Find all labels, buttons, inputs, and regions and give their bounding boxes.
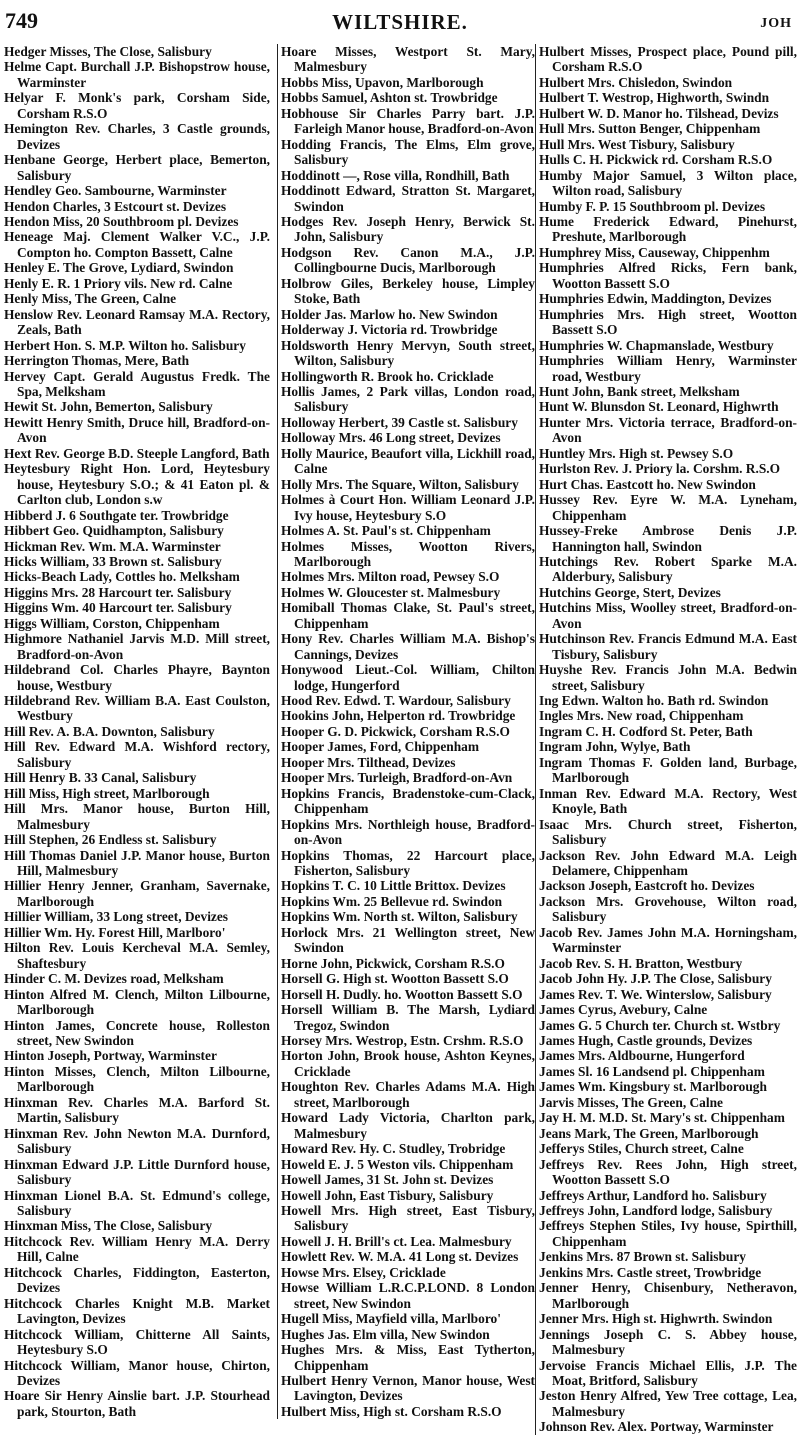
directory-entry: Hood Rev. Edwd. T. Wardour, Salisbury bbox=[281, 693, 511, 709]
directory-entry: Higgins Wm. 40 Harcourt ter. Salisbury bbox=[4, 600, 232, 616]
directory-entry: Holloway Mrs. 46 Long street, Devizes bbox=[281, 430, 501, 446]
directory-entry: Holbrow Giles, Berkeley house, Limpley Stoke, Bath bbox=[281, 275, 535, 307]
directory-entry: Helyar F. Monk's park, Corsham Side, Corsham R.S.O bbox=[4, 90, 270, 121]
directory-entry: Hickman Rev. Wm. M.A. Warminster bbox=[4, 538, 221, 554]
directory-entry: Houghton Rev. Charles Adams M.A. High street, Marlborough bbox=[281, 1079, 535, 1110]
directory-entry: Hodding Francis, The Elms, Elm grove, Salisbury bbox=[281, 136, 535, 168]
directory-entry: Horne John, Pickwick, Corsham R.S.O bbox=[281, 955, 505, 971]
directory-entry: Holloway Herbert, 39 Castle st. Salisbury bbox=[281, 414, 518, 430]
directory-entry: Hinton Alfred M. Clench, Milton Lilbourne, Marlborough bbox=[4, 986, 270, 1018]
directory-entry: Hildebrand Rev. William B.A. East Coulston, Westbury bbox=[4, 693, 270, 724]
directory-entry: Howeld E. J. 5 Weston vils. Chippenham bbox=[281, 1156, 514, 1172]
directory-entry: Howse Mrs. Elsey, Cricklade bbox=[281, 1264, 446, 1280]
directory-entry: Hooper Mrs. Turleigh, Bradford-on-Avn bbox=[281, 770, 513, 786]
directory-entry: Ingram Thomas F. Golden land, Burbage, Marlborough bbox=[539, 754, 797, 786]
directory-entry: Humphries William Henry, Warminster road, Westbury bbox=[539, 353, 797, 384]
page-number: 749 bbox=[5, 8, 38, 33]
directory-entry: Jacob Rev. James John M.A. Horningsham, Warminster bbox=[539, 924, 797, 956]
directory-entry: Hoddinott Edward, Stratton St. Margaret, Swindon bbox=[281, 183, 535, 214]
directory-entry: Jeffreys Arthur, Landford ho. Salisbury bbox=[539, 1187, 767, 1203]
directory-entry: Hext Rev. George B.D. Steeple Langford, Bath bbox=[4, 445, 270, 461]
directory-entry: Hobhouse Sir Charles Parry bart. J.P. Farleigh Manor house, Bradford-on-Avon bbox=[281, 105, 535, 137]
directory-entry: Hopkins Wm. 25 Bellevue rd. Swindon bbox=[281, 893, 503, 909]
directory-entry: Hendon Miss, 20 Southbroom pl. Devizes bbox=[4, 213, 239, 229]
directory-entry: Jeffreys John, Landford lodge, Salisbury bbox=[539, 1202, 773, 1218]
directory-entry: Hooper G. D. Pickwick, Corsham R.S.O bbox=[281, 723, 510, 739]
directory-entry: Hodges Rev. Joseph Henry, Berwick St. John, Salisbury bbox=[281, 213, 535, 245]
directory-entry: Howell Mrs. High street, East Tisbury, Salisbury bbox=[281, 1202, 535, 1234]
directory-entry: James Rev. T. We. Winterslow, Salisbury bbox=[539, 986, 772, 1002]
directory-entry: Jarvis Misses, The Green, Calne bbox=[539, 1094, 723, 1110]
directory-entry: James Mrs. Aldbourne, Hungerford bbox=[539, 1048, 745, 1064]
directory-entry: Hewit St. John, Bemerton, Salisbury bbox=[4, 399, 213, 415]
directory-entry: Hutchings Rev. Robert Sparke M.A. Alderbury, Salisbury bbox=[539, 553, 797, 585]
page-header bbox=[0, 6, 800, 36]
directory-entry: Hendley Geo. Sambourne, Warminster bbox=[4, 183, 227, 199]
directory-entry: Huyshe Rev. Francis John M.A. Bedwin street, Salisbury bbox=[539, 662, 797, 693]
directory-entry: Jay H. M. M.D. St. Mary's st. Chippenham bbox=[539, 1110, 785, 1126]
directory-entry: Hooper Mrs. Tilthead, Devizes bbox=[281, 754, 456, 770]
directory-entry: Humphrey Miss, Causeway, Chippenhm bbox=[539, 244, 770, 260]
directory-entry: Hulls C. H. Pickwick rd. Corsham R.S.O bbox=[539, 152, 773, 168]
directory-entry: Hopkins Thomas, 22 Harcourt place, Fisherton, Salisbury bbox=[281, 847, 535, 879]
directory-entry: Hill Mrs. Manor house, Burton Hill, Malmesbury bbox=[4, 801, 270, 832]
directory-entry: Hussey-Freke Ambrose Denis J.P. Hannington hall, Swindon bbox=[539, 523, 797, 554]
directory-entry: Howell John, East Tisbury, Salisbury bbox=[281, 1187, 494, 1203]
directory-entry: Hervey Capt. Gerald Augustus Fredk. The Spa, Melksham bbox=[4, 368, 270, 399]
directory-entry: Hunt John, Bank street, Melksham bbox=[539, 383, 740, 399]
directory-entry: Hill Rev. Edward M.A. Wishford rectory, Salisbury bbox=[4, 739, 270, 770]
directory-column-2 bbox=[277, 44, 535, 1419]
directory-entry: Horsell William B. The Marsh, Lydiard Tregoz, Swindon bbox=[281, 1002, 535, 1033]
directory-entry: Holly Mrs. The Square, Wilton, Salisbury bbox=[281, 476, 519, 492]
directory-entry: Helme Capt. Burchall J.P. Bishopstrow house, Warminster bbox=[4, 59, 270, 90]
directory-entry: Humby F. P. 15 Southbroom pl. Devizes bbox=[539, 198, 766, 214]
directory-entry: Hurlston Rev. J. Priory la. Corshm. R.S.O bbox=[539, 461, 781, 477]
directory-entry: Jackson Rev. John Edward M.A. Leigh Delamere, Chippenham bbox=[539, 847, 797, 879]
directory-entry: Hull Mrs. West Tisbury, Salisbury bbox=[539, 136, 735, 152]
directory-entry: Hutchinson Rev. Francis Edmund M.A. East Tisbury, Salisbury bbox=[539, 631, 797, 662]
directory-entry: Howard Rev. Hy. C. Studley, Trobridge bbox=[281, 1141, 506, 1157]
directory-entry: Howell James, 31 St. John st. Devizes bbox=[281, 1172, 494, 1188]
directory-entry: Hinton Joseph, Portway, Warminster bbox=[4, 1048, 217, 1064]
directory-entry: Heytesbury Right Hon. Lord, Heytesbury house, Heytesbury S.O.; & 41 Eaton pl. & Carlton club, London s.w bbox=[4, 461, 270, 508]
directory-entry: Hulbert Henry Vernon, Manor house, West Lavington, Devizes bbox=[281, 1372, 535, 1404]
directory-entry: Hinxman Rev. John Newton M.A. Durnford, Salisbury bbox=[4, 1125, 270, 1157]
directory-entry: Jenner Henry, Chisenbury, Netheravon, Marlborough bbox=[539, 1280, 797, 1311]
directory-entry: James Wm. Kingsbury st. Marlborough bbox=[539, 1079, 767, 1095]
directory-entry: Horlock Mrs. 21 Wellington street, New Swindon bbox=[281, 924, 535, 956]
directory-entry: Henly Miss, The Green, Calne bbox=[4, 291, 177, 307]
directory-entry: Isaac Mrs. Church street, Fisherton, Salisbury bbox=[539, 816, 797, 848]
directory-entry: Hilton Rev. Louis Kercheval M.A. Semley, Shaftesbury bbox=[4, 940, 270, 971]
directory-entry: Henly E. R. 1 Priory vils. New rd. Calne bbox=[4, 275, 233, 291]
directory-entry: Humphries Edwin, Maddington, Devizes bbox=[539, 291, 772, 307]
directory-entry: Jeans Mark, The Green, Marlborough bbox=[539, 1125, 759, 1141]
directory-entry: Ingles Mrs. New road, Chippenham bbox=[539, 708, 744, 724]
directory-entry: Inman Rev. Edward M.A. Rectory, West Knoyle, Bath bbox=[539, 785, 797, 817]
directory-entry: Hull Mrs. Sutton Benger, Chippenham bbox=[539, 121, 761, 137]
directory-entry: Holdsworth Henry Mervyn, South street, Wilton, Salisbury bbox=[281, 337, 535, 369]
directory-entry: James Hugh, Castle grounds, Devizes bbox=[539, 1033, 753, 1048]
directory-entry: Hulbert Misses, Prospect place, Pound pill, Corsham R.S.O bbox=[539, 44, 797, 75]
directory-entry: Higgins Mrs. 28 Harcourt ter. Salisbury bbox=[4, 584, 232, 600]
directory-entry: Hitchcock Rev. William Henry M.A. Derry Hill, Calne bbox=[4, 1233, 270, 1265]
directory-entry: Hill Henry B. 33 Canal, Salisbury bbox=[4, 770, 197, 786]
directory-entry: Hill Stephen, 26 Endless st. Salisbury bbox=[4, 832, 217, 848]
directory-entry: Hutchins George, Stert, Devizes bbox=[539, 584, 721, 600]
directory-entry: Jenkins Mrs. Castle street, Trowbridge bbox=[539, 1264, 762, 1280]
directory-entry: Howlett Rev. W. M.A. 41 Long st. Devizes bbox=[281, 1249, 519, 1265]
directory-entry: Howard Lady Victoria, Charlton park, Malmesbury bbox=[281, 1110, 535, 1141]
directory-entry: Ing Edwn. Walton ho. Bath rd. Swindon bbox=[539, 693, 769, 709]
directory-entry: James G. 5 Church ter. Church st. Wstbry bbox=[539, 1017, 781, 1033]
directory-entry: Hillier Henry Jenner, Granham, Savernake, Marlborough bbox=[4, 878, 270, 909]
directory-entry: Ingram John, Wylye, Bath bbox=[539, 739, 691, 755]
directory-entry: Hill Rev. A. B.A. Downton, Salisbury bbox=[4, 723, 215, 739]
running-head: JOH bbox=[760, 16, 792, 31]
directory-entry: Hewitt Henry Smith, Druce hill, Bradford-on-Avon bbox=[4, 414, 270, 446]
directory-entry: Hedger Misses, The Close, Salisbury bbox=[4, 44, 212, 59]
directory-entry: Jackson Joseph, Eastcroft ho. Devizes bbox=[539, 878, 755, 894]
directory-entry: Hibbert Geo. Quidhampton, Salisbury bbox=[4, 523, 224, 539]
directory-entry: Holder Jas. Marlow ho. New Swindon bbox=[281, 306, 498, 322]
directory-entry: Hughes Mrs. & Miss, East Tytherton, Chippenham bbox=[281, 1342, 535, 1373]
directory-entry: James Cyrus, Avebury, Calne bbox=[539, 1002, 708, 1018]
directory-entry: Hendon Charles, 3 Estcourt st. Devizes bbox=[4, 198, 227, 214]
directory-entry: Humphries Alfred Ricks, Fern bank, Wootton Bassett S.O bbox=[539, 260, 797, 291]
directory-entry: Heneage Maj. Clement Walker V.C., J.P. Compton ho. Compton Bassett, Calne bbox=[4, 229, 270, 260]
directory-entry: Hume Frederick Edward, Pinehurst, Preshute, Marlborough bbox=[539, 213, 797, 245]
directory-entry: Horsell G. High st. Wootton Bassett S.O bbox=[281, 971, 509, 987]
directory-entry: Humphries W. Chapmanslade, Westbury bbox=[539, 337, 774, 353]
directory-entry: Hutchins Miss, Woolley street, Bradford-on-Avon bbox=[539, 600, 797, 631]
directory-entry: Jeston Henry Alfred, Yew Tree cottage, Lea, Malmesbury bbox=[539, 1388, 797, 1419]
directory-entry: Jervoise Francis Michael Ellis, J.P. The Moat, Britford, Salisbury bbox=[539, 1357, 797, 1388]
directory-entry: Herrington Thomas, Mere, Bath bbox=[4, 353, 190, 369]
directory-entry: Hicks-Beach Lady, Cottles ho. Melksham bbox=[4, 569, 240, 585]
directory-entry: Holderway J. Victoria rd. Trowbridge bbox=[281, 322, 498, 338]
directory-entry: Hinxman Miss, The Close, Salisbury bbox=[4, 1218, 213, 1234]
directory-entry: Herbert Hon. S. M.P. Wilton ho. Salisbury bbox=[4, 337, 246, 353]
directory-entry: Hinxman Lionel B.A. St. Edmund's college, Salisbury bbox=[4, 1187, 270, 1218]
directory-entry: Jacob John Hy. J.P. The Close, Salisbury bbox=[539, 971, 772, 987]
directory-column-3 bbox=[535, 44, 797, 1435]
directory-entry: Hitchcock Charles Knight M.B. Market Lavington, Devizes bbox=[4, 1295, 270, 1327]
directory-entry: Hugell Miss, Mayfield villa, Marlboro' bbox=[281, 1311, 501, 1327]
directory-entry: Hookins John, Helperton rd. Trowbridge bbox=[281, 708, 516, 724]
directory-entry: Highmore Nathaniel Jarvis M.D. Mill street, Bradford-on-Avon bbox=[4, 631, 270, 662]
directory-entry: Hildebrand Col. Charles Phayre, Baynton house, Westbury bbox=[4, 662, 270, 693]
directory-entry: Hoare Misses, Westport St. Mary, Malmesbury bbox=[281, 44, 535, 75]
directory-entry: Hillier Wm. Hy. Forest Hill, Marlboro' bbox=[4, 924, 226, 940]
directory-entry: Hinton James, Concrete house, Rolleston street, New Swindon bbox=[4, 1017, 270, 1048]
directory-entry: James Sl. 16 Landsend pl. Chippenham bbox=[539, 1063, 765, 1079]
directory-entry: Hunt W. Blunsdon St. Leonard, Highwrth bbox=[539, 399, 779, 415]
directory-entry: Hollis James, 2 Park villas, London road, Salisbury bbox=[281, 383, 535, 415]
directory-entry: Jeffreys Rev. Rees John, High street, Wootton Bassett S.O bbox=[539, 1156, 797, 1188]
directory-entry: Holmes W. Gloucester st. Malmesbury bbox=[281, 584, 501, 600]
directory-entry: Homiball Thomas Clake, St. Paul's street, Chippenham bbox=[281, 600, 535, 631]
directory-entry: Hill Thomas Daniel J.P. Manor house, Burton Hill, Malmesbury bbox=[4, 847, 270, 879]
directory-entry: Ingram C. H. Codford St. Peter, Bath bbox=[539, 723, 753, 739]
directory-entry: Hitchcock William, Manor house, Chirton, Devizes bbox=[4, 1357, 270, 1388]
directory-entry: Holmes Mrs. Milton road, Pewsey S.O bbox=[281, 569, 500, 585]
page-title: WILTSHIRE. bbox=[332, 10, 468, 34]
directory-entry: Hopkins Francis, Bradenstoke-cum-Clack, Chippenham bbox=[281, 785, 535, 817]
directory-entry: Hooper James, Ford, Chippenham bbox=[281, 739, 480, 755]
directory-entry: Hoare Sir Henry Ainslie bart. J.P. Stourhead park, Stourton, Bath bbox=[4, 1388, 270, 1419]
directory-entry: Hulbert Mrs. Chisledon, Swindon bbox=[539, 74, 733, 90]
directory-column-1 bbox=[4, 44, 270, 1419]
directory-entry: Horsey Mrs. Westrop, Estn. Crshm. R.S.O bbox=[281, 1033, 524, 1048]
directory-entry: Howell J. H. Brill's ct. Lea. Malmesbury bbox=[281, 1233, 512, 1249]
directory-entry: Hibberd J. 6 Southgate ter. Trowbridge bbox=[4, 507, 229, 523]
directory-entry: Humby Major Samuel, 3 Wilton place, Wilton road, Salisbury bbox=[539, 167, 797, 199]
directory-entry: Hulbert Miss, High st. Corsham R.S.O bbox=[281, 1403, 502, 1419]
directory-entry: Hunter Mrs. Victoria terrace, Bradford-on-Avon bbox=[539, 414, 797, 446]
directory-entry: Hicks William, 33 Brown st. Salisbury bbox=[4, 553, 222, 569]
directory-entry: Henslow Rev. Leonard Ramsay M.A. Rectory, Zeals, Bath bbox=[4, 306, 270, 338]
directory-entry: Hussey Rev. Eyre W. M.A. Lyneham, Chippenham bbox=[539, 492, 797, 523]
directory-entry: Hemington Rev. Charles, 3 Castle grounds, Devizes bbox=[4, 121, 270, 152]
directory-entry: Hopkins T. C. 10 Little Brittox. Devizes bbox=[281, 878, 506, 894]
directory-entry: Hillier William, 33 Long street, Devizes bbox=[4, 909, 229, 925]
directory-entry: Hill Miss, High street, Marlborough bbox=[4, 785, 210, 801]
directory-entry: Jefferys Stiles, Church street, Calne bbox=[539, 1141, 744, 1157]
directory-entry: Hinder C. M. Devizes road, Melksham bbox=[4, 971, 224, 987]
directory-entry: Howse William L.R.C.P.LOND. 8 London street, New Swindon bbox=[281, 1280, 535, 1311]
directory-entry: Hinton Misses, Clench, Milton Lilbourne, Marlborough bbox=[4, 1063, 270, 1095]
directory-entry: Hurt Chas. Eastcott ho. New Swindon bbox=[539, 476, 756, 492]
directory-entry: Hinxman Edward J.P. Little Durnford house, Salisbury bbox=[4, 1156, 270, 1188]
directory-entry: Jackson Mrs. Grovehouse, Wilton road, Salisbury bbox=[539, 893, 797, 925]
directory-entry: Jeffreys Stephen Stiles, Ivy house, Spirthill, Chippenham bbox=[539, 1218, 797, 1249]
directory-entry: Hoddinott —, Rose villa, Rondhill, Bath bbox=[281, 167, 510, 183]
directory-entry: Hulbert W. D. Manor ho. Tilshead, Devizs bbox=[539, 105, 779, 121]
directory-entry: Hughes Jas. Elm villa, New Swindon bbox=[281, 1326, 490, 1342]
directory-entry: Horton John, Brook house, Ashton Keynes, Cricklade bbox=[281, 1048, 535, 1079]
directory-entry: Hinxman Rev. Charles M.A. Barford St. Martin, Salisbury bbox=[4, 1094, 270, 1126]
directory-entry: Huntley Mrs. High st. Pewsey S.O bbox=[539, 445, 734, 461]
directory-entry: Hobbs Miss, Upavon, Marlborough bbox=[281, 74, 484, 90]
directory-entry: Holmes A. St. Paul's st. Chippenham bbox=[281, 523, 491, 539]
directory-entry: Hodgson Rev. Canon M.A., J.P. Collingbourne Ducis, Marlborough bbox=[281, 244, 535, 276]
directory-entry: Johnson Rev. Alex. Portway, Warminster bbox=[539, 1419, 774, 1435]
directory-entry: Henley E. The Grove, Lydiard, Swindon bbox=[4, 260, 234, 276]
directory-entry: Honywood Lieut.-Col. William, Chilton lodge, Hungerford bbox=[281, 662, 535, 693]
directory-entry: Henbane George, Herbert place, Bemerton, Salisbury bbox=[4, 152, 270, 183]
directory-entry: Hopkins Wm. North st. Wilton, Salisbury bbox=[281, 909, 518, 925]
directory-entry: Jenner Mrs. High st. Highwrth. Swindon bbox=[539, 1311, 773, 1327]
directory-entry: Jennings Joseph C. S. Abbey house, Malmesbury bbox=[539, 1326, 797, 1358]
directory-entry: Holmes Misses, Wootton Rivers, Marlborough bbox=[281, 538, 535, 569]
directory-entry: Jenkins Mrs. 87 Brown st. Salisbury bbox=[539, 1249, 746, 1265]
directory-entry: Hollingworth R. Brook ho. Cricklade bbox=[281, 368, 494, 384]
directory-entry: Holly Maurice, Beaufort villa, Lickhill road, Calne bbox=[281, 445, 535, 477]
directory-entry: Jacob Rev. S. H. Bratton, Westbury bbox=[539, 955, 743, 971]
directory-entry: Hitchcock Charles, Fiddington, Easterton, Devizes bbox=[4, 1264, 270, 1296]
directory-entry: Humphries Mrs. High street, Wootton Bassett S.O bbox=[539, 306, 797, 338]
directory-entry: Horsell H. Dudly. ho. Wootton Bassett S.O bbox=[281, 986, 523, 1002]
directory-entry: Hony Rev. Charles William M.A. Bishop's Cannings, Devizes bbox=[281, 631, 535, 662]
directory-entry: Higgs William, Corston, Chippenham bbox=[4, 615, 220, 631]
directory-entry: Hopkins Mrs. Northleigh house, Bradford-on-Avon bbox=[281, 816, 535, 848]
directory-entry: Hitchcock William, Chitterne All Saints, Heytesbury S.O bbox=[4, 1326, 270, 1358]
directory-entry: Hulbert T. Westrop, Highworth, Swindn bbox=[539, 90, 770, 106]
directory-entry: Holmes à Court Hon. William Leonard J.P. Ivy house, Heytesbury S.O bbox=[281, 492, 535, 523]
directory-entry: Hobbs Samuel, Ashton st. Trowbridge bbox=[281, 90, 498, 106]
